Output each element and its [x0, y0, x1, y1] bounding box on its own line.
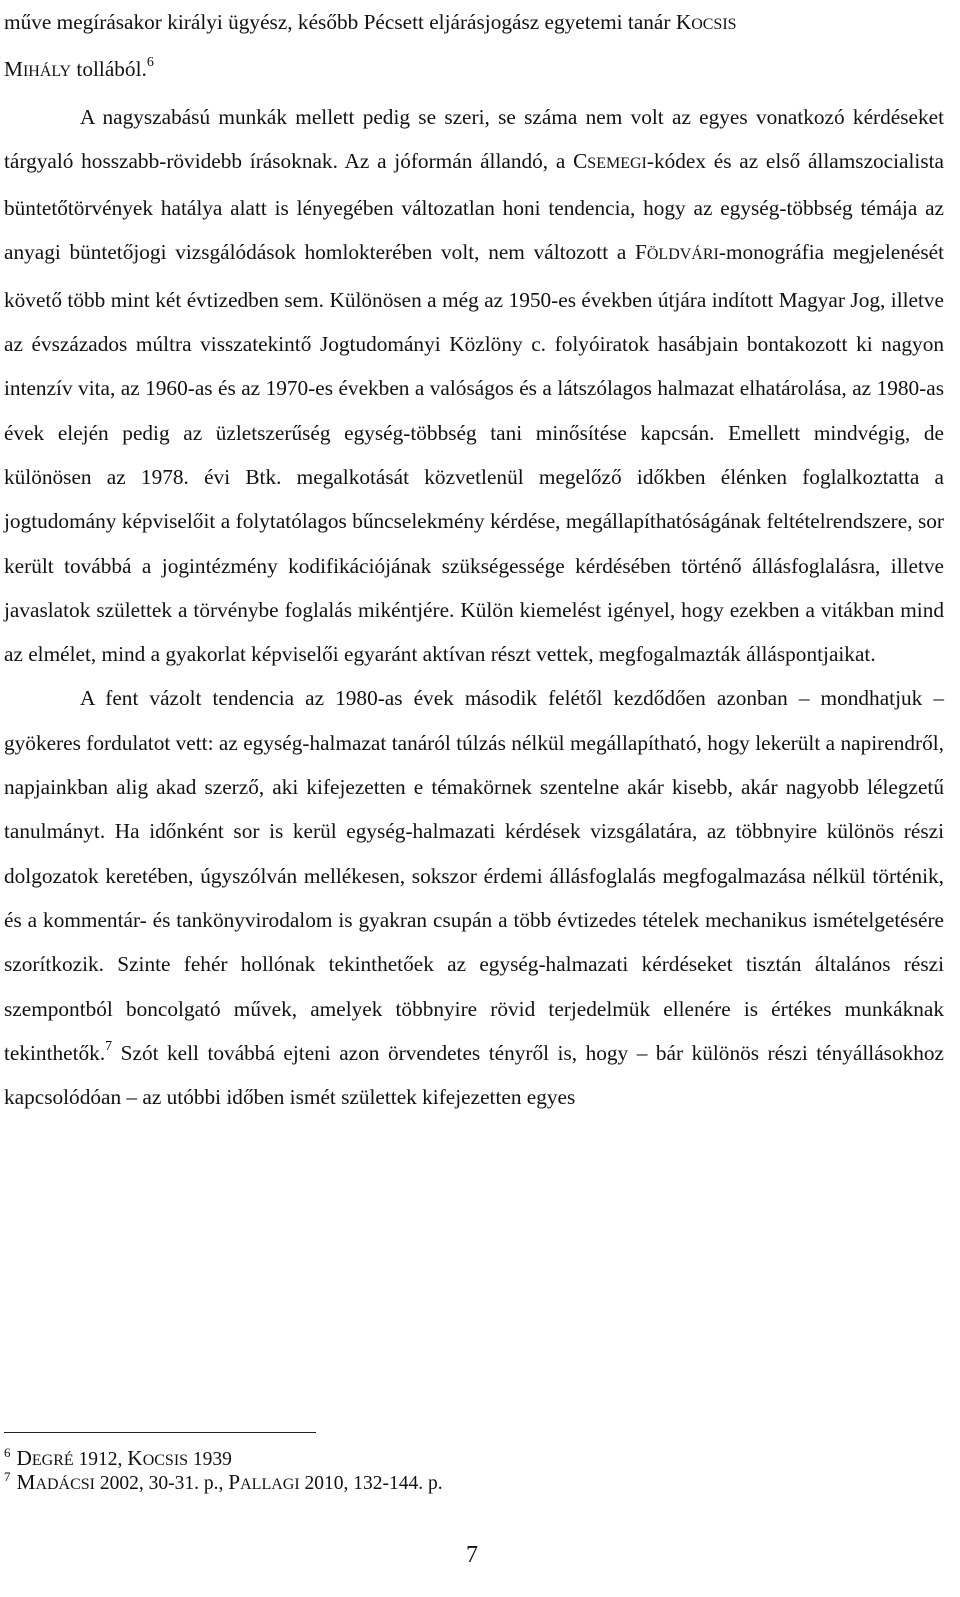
body-text	[4, 0, 944, 1119]
footnote-ref-6[interactable]: 6	[146, 55, 154, 71]
paragraph-1: műve megírásakor királyi ügyész, később Pécsett eljárásjogász egyetemi tanár KOCSIS MIHÁLY tollából.$^6$	[4, 10, 737, 82]
footnote-separator	[4, 1432, 316, 1433]
footnote-ref-7[interactable]: 7	[105, 1038, 113, 1054]
page-number: 7	[466, 1542, 478, 1568]
paragraph-2: A nagyszabású munkák mellett pedig se szeri, se száma nem volt az egyes vonatkozó kérdéseket tárgyaló hosszabb-rövidebb írásoknak. Az a jóformán állandó, a CSEMEGI-kódex és az első államszocialista büntetőtörvények hatálya alatt is lényegében változatlan honi tendencia, hogy az egység-többség témája az anyagi büntetőjogi vizsgálódások homlokterében volt, nem változott a FÖLDVÁRI-monográfia megjelenését követő több mint két évtizedben sem. Különösen a még az 1950-es években útjára indított Magyar Jog, illetve az évszázados múltra visszatekintő Jogtudományi Közlöny c. folyóiratok hasábjain bontakozott ki nagyon intenzív vita, az 1960-as és az 1970-es években a valóságos és a látszólagos halmazat elhatárolása, az 1980-as évek elején pedig az üzletszerűség egység-többség tani minősítése kapcsán. Emellett mindvégig, de különösen az 1978. évi Btk. megalkotását közvetlenül megelőző időkben élénken foglalkoztatta a jogtudomány képviselőit a folytatólagos bűncselekmény kérdése, megállapíthatóságának feltételrendszere, sor került továbbá a jogintézmény kodifikációjának szükségessége kérdésében történő állásfoglalásra, illetve javaslatok születtek a törvénybe foglalás mikéntjére. Külön kiemelést igényel, hogy ezekben a vitákban mind az elmélet, mind a gyakorlat képviselői egyaránt aktívan részt vettek, megfogalmazták álláspontjaikat.	[4, 104, 944, 667]
footnote-6: $^6$ DEGRÉ 1912, KOCSIS 1939	[4, 1444, 232, 1470]
footnote-7: $^7$ MADÁCSI 2002, 30-31. p., PALLAGI 2010, 132-144. p.	[4, 1468, 443, 1494]
paragraph-3: A fent vázolt tendencia az 1980-as évek második felétől kezdődően azonban – mondhatjuk – gyökeres fordulatot vett: az egység-halmazat tanáról túlzás nélkül megállapítható, hogy lekerült a napirendről, napjainkban alig akad szerző, aki kifejezetten e témakörnek szentelne akár kisebb, akár nagyobb lélegzetű tanulmányt. Ha időnként sor is kerül egység-halmazati kérdések vizsgálatára, az többnyire különös részi dolgozatok keretében, úgyszólván mellékesen, sokszor érdemi állásfoglalás megfogalmazása nélkül történik, és a kommentár- és tankönyvirodalom is gyakran csupán a több évtizedes tételek mechanikus ismételgetésére szorítkozik. Szinte fehér hollónak tekinthetőek az egység-halmazati kérdéseket tisztán általános részi szempontból boncolgató művek, amelyek többnyire rövid terjedelmük ellenére is értékes munkáknak tekinthetők.$^7$ Szót kell továbbá ejteni azon örvendetes tényről is, hogy – bár különös részi tényállásokhoz kapcsolódóan – az utóbbi időben ismét születtek kifejezetten egyes	[4, 686, 944, 1110]
